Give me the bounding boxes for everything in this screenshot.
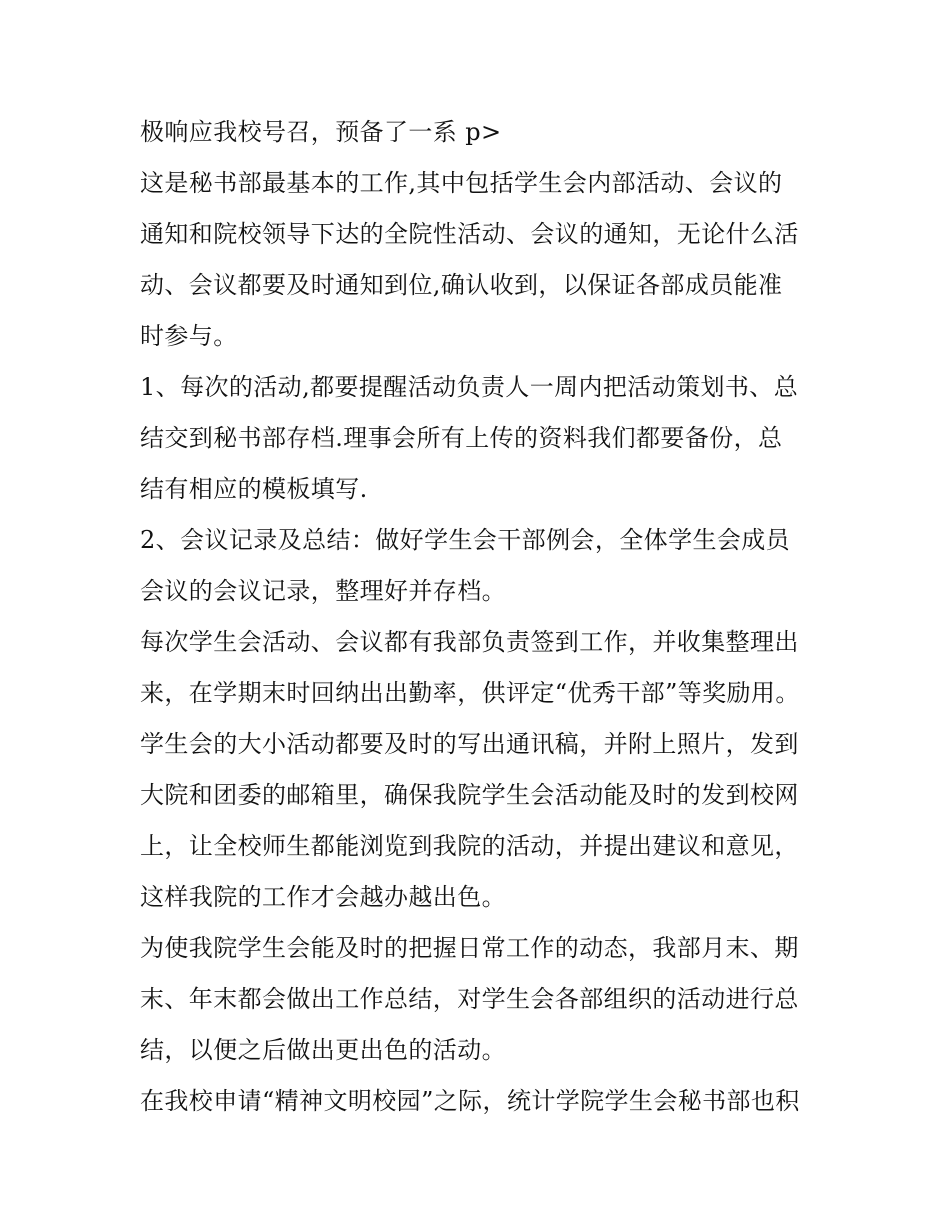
text-line: 结有相应的模板填写.: [140, 475, 368, 503]
document-body: [140, 107, 820, 1127]
text-line: 通知和院校领导下达的全院性活动、会议的通知，无论什么活: [140, 220, 799, 248]
text-line: 2、会议记录及总结：做好学生会干部例会，全体学生会成员: [140, 526, 791, 554]
text-line: 时参与。: [140, 322, 238, 350]
text-line: 极响应我校号召，预备了一系 p>: [140, 118, 502, 146]
text-line: 每次学生会活动、会议都有我部负责签到工作，并收集整理出: [140, 628, 799, 656]
text-line: 在我校申请“精神文明校园”之际，统计学院学生会秘书部也积: [140, 1087, 800, 1115]
text-line: 这样我院的工作才会越办越出色。: [140, 883, 506, 911]
text-line: 大院和团委的邮箱里，确保我院学生会活动能及时的发到校网: [140, 781, 799, 809]
text-line: 上，让全校师生都能浏览到我院的活动，并提出建议和意见，: [140, 832, 799, 860]
text-line: 末、年末都会做出工作总结，对学生会各部组织的活动进行总: [140, 985, 799, 1013]
text-line: 为使我院学生会能及时的把握日常工作的动态，我部月末、期: [140, 934, 799, 962]
text-line: 动、会议都要及时通知到位,确认收到，以保证各部成员能准: [140, 271, 783, 299]
text-line: 结，以便之后做出更出色的活动。: [140, 1036, 506, 1064]
text-line: 学生会的大小活动都要及时的写出通讯稿，并附上照片，发到: [140, 730, 799, 758]
text-line: 来，在学期末时回纳出出勤率，供评定“优秀干部”等奖励用。: [140, 679, 800, 707]
text-line: 1、每次的活动,都要提醒活动负责人一周内把活动策划书、总: [140, 373, 799, 401]
text-line: 这是秘书部最基本的工作,其中包括学生会内部活动、会议的: [140, 169, 783, 197]
text-line: 结交到秘书部存档.理事会所有上传的资料我们都要备份，总: [140, 424, 783, 452]
text-line: 会议的会议记录，整理好并存档。: [140, 577, 506, 605]
